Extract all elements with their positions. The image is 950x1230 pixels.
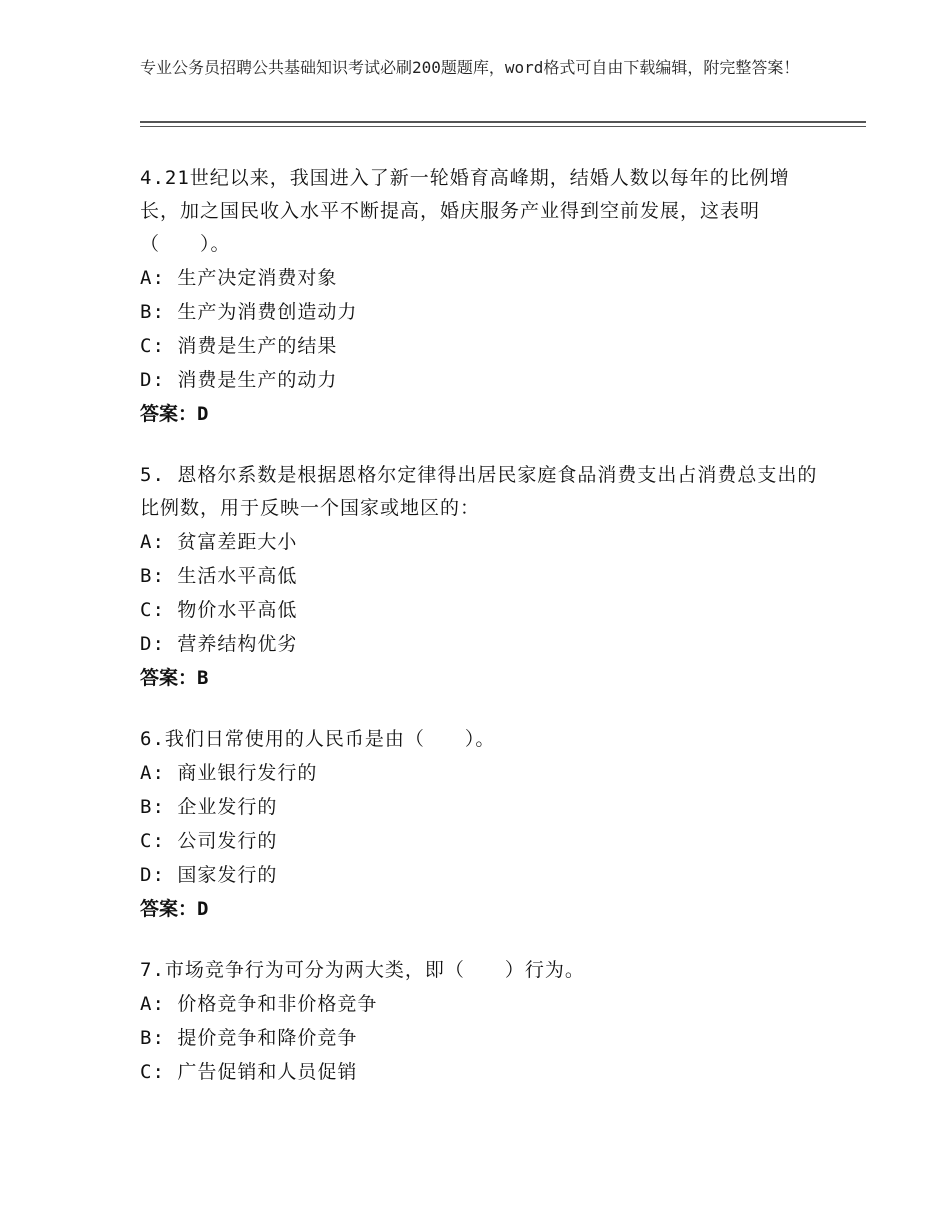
option-a: A: 贫富差距大小 xyxy=(140,531,298,553)
option-a: A: 生产决定消费对象 xyxy=(140,267,338,289)
option-c: C: 消费是生产的结果 xyxy=(140,335,338,357)
question-7 xyxy=(140,954,820,1089)
option-a: A: 价格竞争和非价格竞争 xyxy=(140,993,378,1015)
question-stem: 6.我们日常使用的人民币是由（ ）。 xyxy=(140,728,496,750)
question-stem: 5. 恩格尔系数是根据恩格尔定律得出居民家庭食品消费支出占消费总支出的比例数，用于反映一个国家或地区的： xyxy=(140,464,818,519)
answer-label: 答案：D xyxy=(140,403,209,425)
question-6 xyxy=(140,723,820,926)
option-b: B: 生活水平高低 xyxy=(140,565,298,587)
option-c: C: 公司发行的 xyxy=(140,830,278,852)
header-divider-thick xyxy=(140,121,866,123)
question-4 xyxy=(140,162,820,431)
option-b: B: 企业发行的 xyxy=(140,796,278,818)
question-5 xyxy=(140,459,820,695)
question-stem: 7.市场竞争行为可分为两大类，即（ ）行为。 xyxy=(140,959,585,981)
option-d: D: 消费是生产的动力 xyxy=(140,369,338,391)
answer-label: 答案：D xyxy=(140,898,209,920)
option-d: D: 营养结构优劣 xyxy=(140,633,298,655)
document-header: 专业公务员招聘公共基础知识考试必刷200题题库，word格式可自由下载编辑，附完整答案！ xyxy=(140,58,800,77)
option-d: D: 国家发行的 xyxy=(140,864,278,886)
question-stem: 4.21世纪以来，我国进入了新一轮婚育高峰期，结婚人数以每年的比例增长，加之国民收入水平不断提高，婚庆服务产业得到空前发展，这表明（ ）。 xyxy=(140,167,790,255)
option-b: B: 提价竞争和降价竞争 xyxy=(140,1027,358,1049)
question-list xyxy=(140,162,820,1117)
header-divider-thin xyxy=(140,126,866,127)
option-c: C: 广告促销和人员促销 xyxy=(140,1061,358,1083)
option-b: B: 生产为消费创造动力 xyxy=(140,301,358,323)
answer-label: 答案：B xyxy=(140,667,209,689)
option-a: A: 商业银行发行的 xyxy=(140,762,318,784)
option-c: C: 物价水平高低 xyxy=(140,599,298,621)
